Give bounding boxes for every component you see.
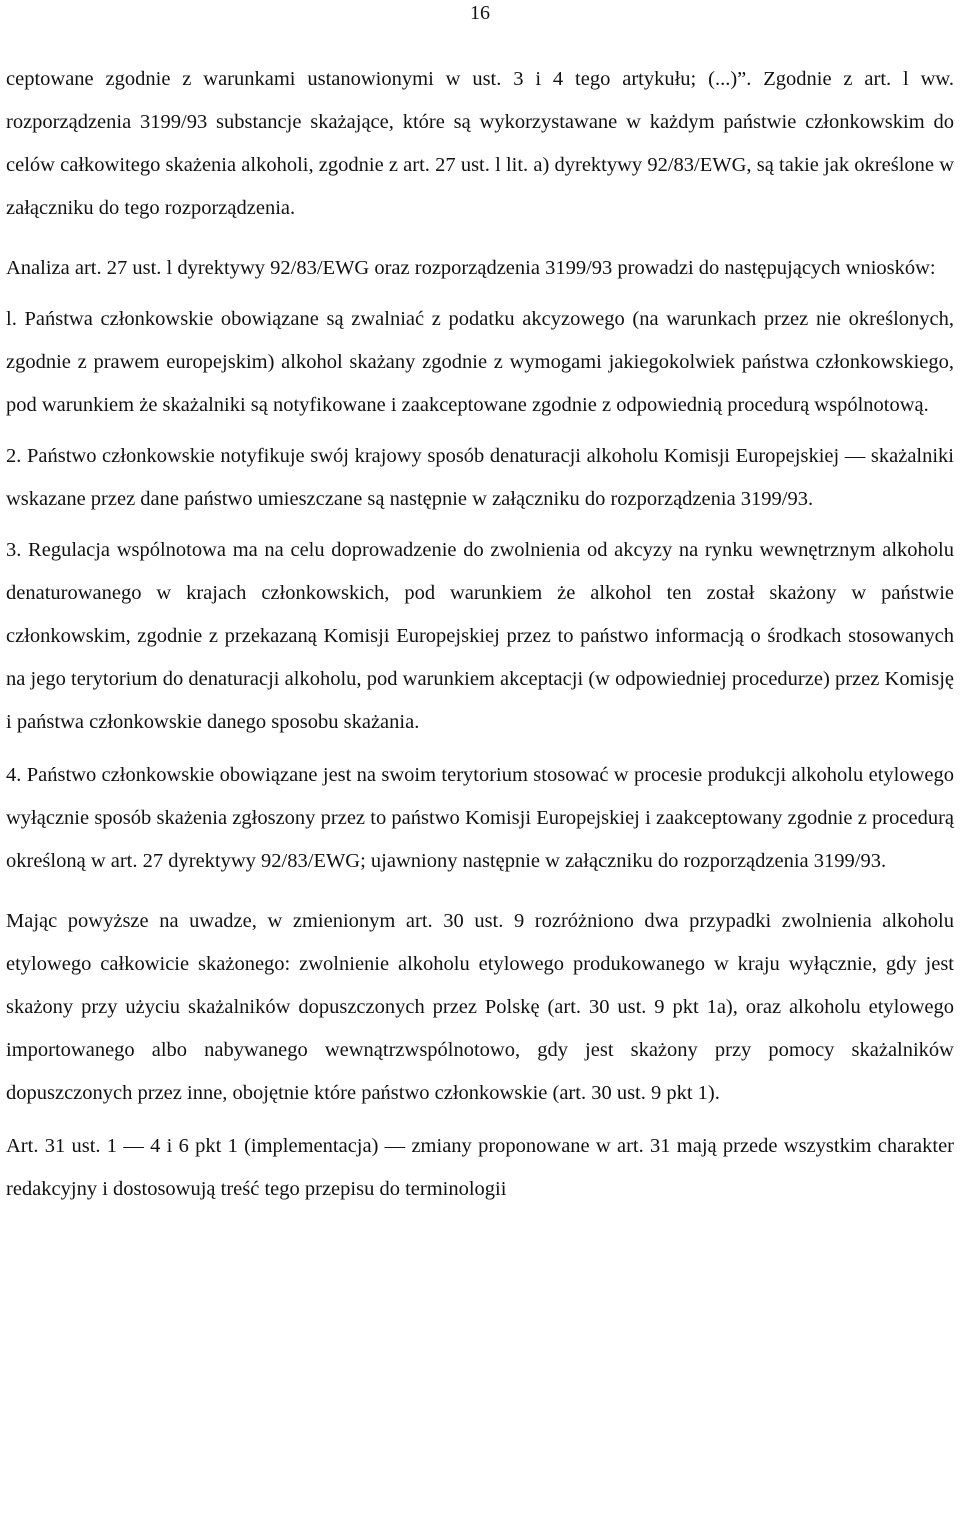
- paragraph-conclusion-2: 2. Państwo członkowskie notyfikuje swój krajowy sposób denaturacji alkoholu Komisji Europejskiej — skażalniki wskazane przez dane państwo umieszczane są następnie w załączniku do rozporządzenia 3199/93.: [6, 445, 954, 510]
- paragraph-denaturants-regulation: ceptowane zgodnie z warunkami ustanowionymi w ust. 3 i 4 tego artykułu; (...)”. Zgodnie z art. l ww. rozporządzenia 3199/93 substancje skażające, które są wykorzystawane w każdym państwie członkowskim do celów całkowitego skażenia alkoholi, zgodnie z art. 27 ust. l lit. a) dyrektywy 92/83/EWG, są takie jak określone w załączniku do tego rozporządzenia.: [6, 68, 954, 219]
- paragraph-conclusion-3: 3. Regulacja wspólnotowa ma na celu doprowadzenie do zwolnienia od akcyzy na rynku wewnętrznym alkoholu denaturowanego w krajach członkowskich, pod warunkiem że alkohol ten został skażony w państwie członkowskim, zgodnie z przekazaną Komisji Europejskiej przez to państwo informacją o środkach stosowanych na jego terytorium do denaturacji alkoholu, pod warunkiem akceptacji (w odpowiedniej procedurze) przez Komisję i państwa członkowskie danego sposobu skażania.: [6, 539, 954, 733]
- paragraph-conclusion-4: 4. Państwo członkowskie obowiązane jest na swoim terytorium stosować w procesie produkcji alkoholu etylowego wyłącznie sposób skażenia zgłoszony przez to państwo Komisji Europejskiej i zaakceptowany zgodnie z procedurą określoną w art. 27 dyrektywy 92/83/EWG; ujawniony następnie w załączniku do rozporządzenia 3199/93.: [6, 764, 954, 872]
- paragraph-art-31: Art. 31 ust. 1 — 4 i 6 pkt 1 (implementacja) — zmiany proponowane w art. 31 mają przede wszystkim charakter redakcyjny i dostosowują treść tego przepisu do terminologii: [6, 1135, 954, 1200]
- document-body: [6, 58, 954, 1211]
- paragraph-art-30-summary: Mając powyższe na uwadze, w zmienionym art. 30 ust. 9 rozróżniono dwa przypadki zwolnienia alkoholu etylowego całkowicie skażonego: zwolnienie alkoholu etylowego produkowanego w kraju wyłącznie, gdy jest skażony przy użyciu skażalników dopuszczonych przez Polskę (art. 30 ust. 9 pkt 1a), oraz alkoholu etylowego importowanego albo nabywanego wewnątrzwspólnotowo, gdy jest skażony przy pomocy skażalników dopuszczonych przez inne, obojętnie które państwo członkowskie (art. 30 ust. 9 pkt 1).: [6, 910, 954, 1104]
- page-number: 16: [470, 2, 490, 24]
- paragraph-conclusion-1: l. Państwa członkowskie obowiązane są zwalniać z podatku akcyzowego (na warunkach przez nie określonych, zgodnie z prawem europejskim) alkohol skażany zgodnie z wymogami jakiegokolwiek państwa członkowskiego, pod warunkiem że skażalniki są notyfikowane i zaakceptowane zgodnie z odpowiednią procedurą wspólnotową.: [6, 308, 954, 416]
- paragraph-analysis-intro: Analiza art. 27 ust. l dyrektywy 92/83/EWG oraz rozporządzenia 3199/93 prowadzi do następujących wniosków:: [6, 257, 936, 279]
